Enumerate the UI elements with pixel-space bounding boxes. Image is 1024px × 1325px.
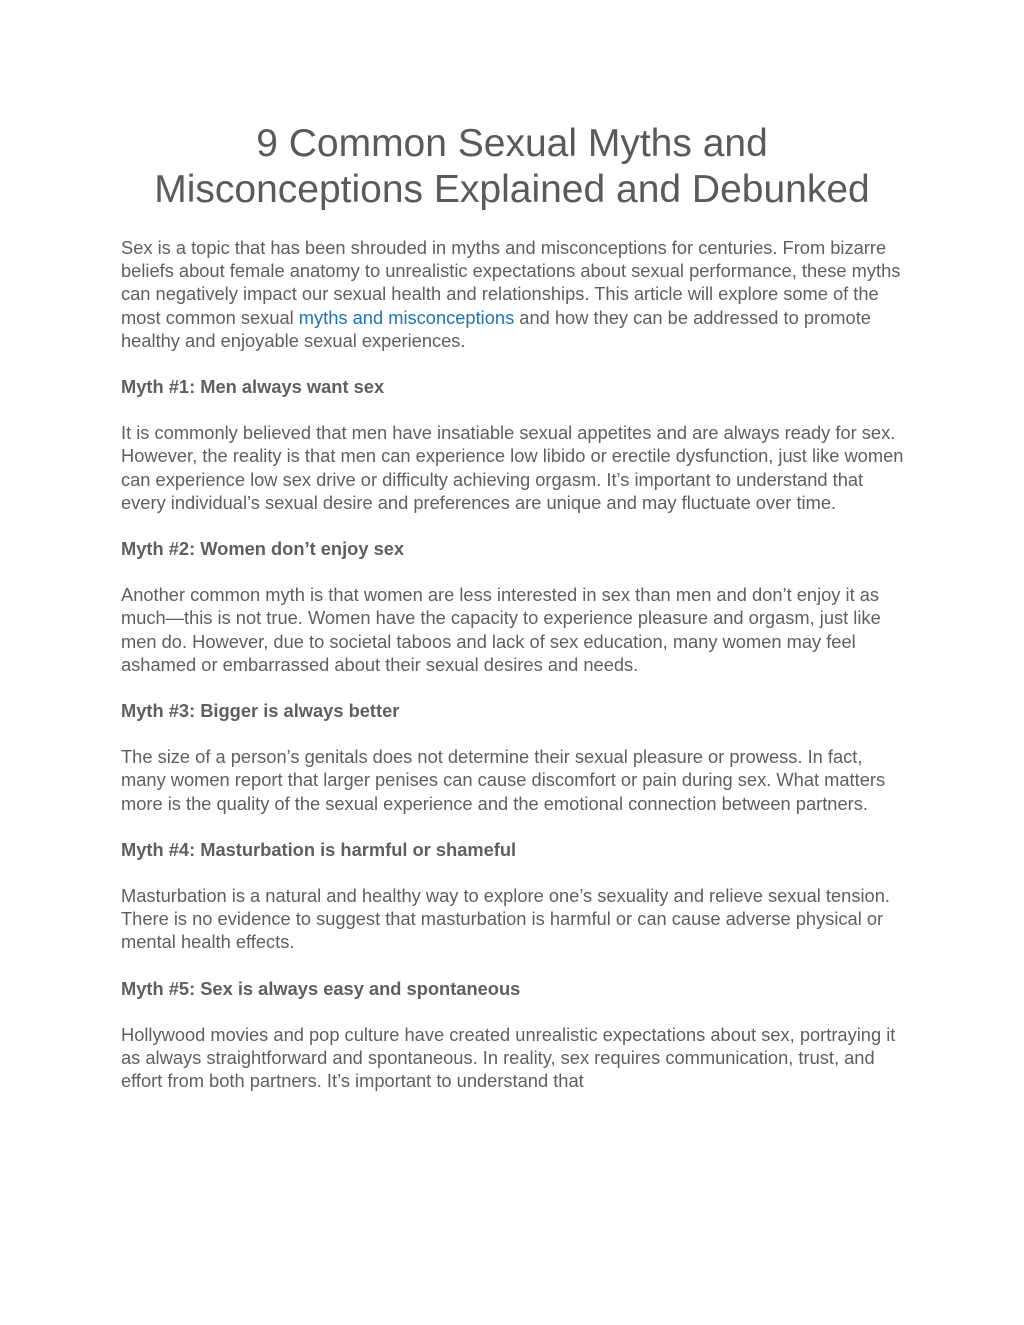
intro-text-end: and how they can be addressed to promote healthy and enjoyable sexual experiences. [121, 306, 871, 351]
myth-1-heading: Myth #1: Men always want sex [121, 376, 385, 398]
myth-2-paragraph: Another common myth is that women are less interested in sex than men and don’t enjoy it as much—this is not true. Women have the capacity to experience pleasure and orgasm, just like men do. However, due to societal taboos and lack of sex education, many women may feel ashamed or embarrassed about their sexual desires and needs. [121, 584, 881, 675]
myth-4-heading: Myth #4: Masturbation is harmful or shameful [121, 838, 517, 860]
article-body [121, 236, 911, 1115]
myth-1-paragraph: It is commonly believed that men have insatiable sexual appetites and are always ready for sex. However, the reality is that men can experience low libido or erectile dysfunction, just like women can experience low sex drive or difficulty achieving orgasm. It’s important to understand that every individual’s sexual desire and preferences are unique and may fluctuate over time. [121, 422, 904, 513]
intro-paragraph [121, 236, 911, 352]
page-title [100, 121, 924, 213]
intro-text-start: Sex is a topic that has been shrouded in myths and misconceptions for centuries. From bizarre beliefs about female anatomy to unrealistic expectations about sexual performance, these myths can negatively impact our sexual health and relationships. This article will explore some of the most common sexual [121, 237, 901, 328]
myth-2-heading: Myth #2: Women don’t enjoy sex [121, 538, 405, 560]
title-line-2: Misconceptions Explained and Debunked [154, 168, 870, 211]
myth-3-paragraph: The size of a person’s genitals does not determine their sexual pleasure or prowess. In fact, many women report that larger penises can cause discomfort or pain during sex. What matters more is the quality of the sexual experience and the emotional connection between partners. [121, 746, 886, 814]
myth-4-paragraph: Masturbation is a natural and healthy way to explore one’s sexuality and relieve sexual tension. There is no evidence to suggest that masturbation is harmful or can cause adverse physical or mental health effects. [121, 885, 890, 953]
myths-and-misconceptions-link[interactable]: myths and misconceptions [298, 306, 515, 328]
myth-5-heading: Myth #5: Sex is always easy and spontaneous [121, 977, 521, 999]
myth-3-heading: Myth #3: Bigger is always better [121, 700, 400, 722]
myth-5-paragraph: Hollywood movies and pop culture have created unrealistic expectations about sex, portraying it as always straightforward and spontaneous. In reality, sex requires communication, trust, and effort from both partners. It’s important to understand that [121, 1023, 896, 1092]
title-line-1: 9 Common Sexual Myths and [256, 122, 768, 165]
